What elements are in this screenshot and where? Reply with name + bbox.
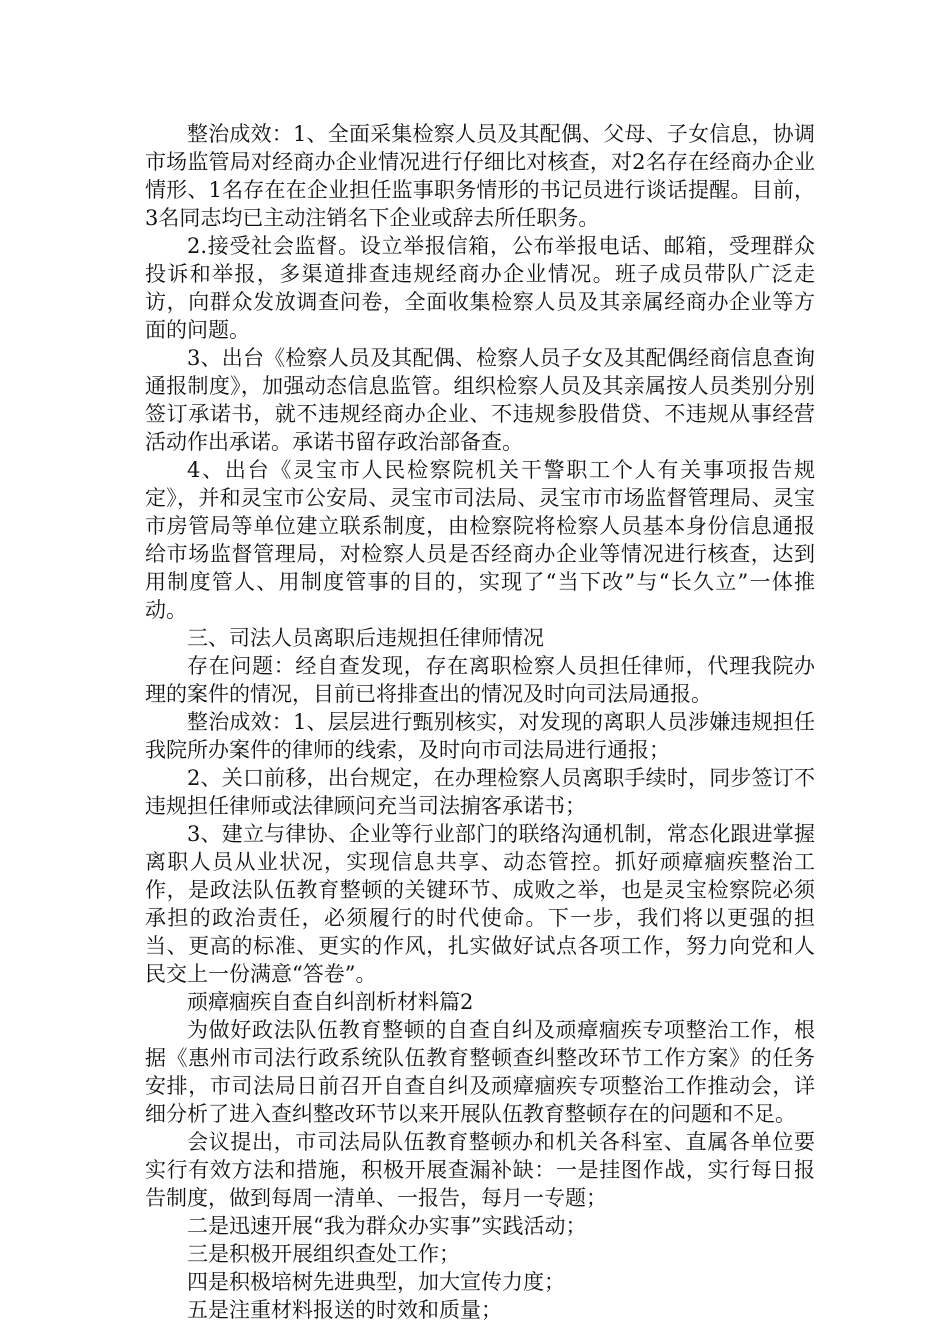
section-heading-lawyer-issue: 三、司法人员离职后违规担任律师情况 [187, 626, 544, 650]
paragraph-rectification-results-1: 整治成效：1、全面采集检察人员及其配偶、父母、子女信息，协调市场监管局对经商办企业情况进行仔细比对核查，对2名存在经商办企业情形、1名存在在企业担任监事职务情形的书记员进行谈话提醒。目前，3名同志均已主动注销名下企业或辞去所任职务。 [145, 122, 815, 230]
paragraph-meeting-background: 为做好政法队伍教育整顿的自查自纠及顽瘴痼疾专项整治工作，根据《惠州市司法行政系统队伍教育整顿查纠整改环节工作方案》的任务安排，市司法局日前召开自查自纠及顽瘴痼疾专项整治工作推动会，详细分析了进入查纠整改环节以来开展队伍教育整顿存在的问题和不足。 [145, 1018, 815, 1126]
paragraph-liaison-mechanism: 3、建立与律协、企业等行业部门的联络沟通机制，常态化跟进掌握离职人员从业状况，实现信息共享、动态管控。抓好顽瘴痼疾整治工作，是政法队伍教育整顿的关键环节、成败之举，也是灵宝检察院必须承担的政治责任，必须履行的时代使命。下一步，我们将以更强的担当、更高的标准、更实的作风，扎实做好试点各项工作，努力向党和人民交上一份满意“答卷”。 [145, 822, 815, 986]
paragraph-inquiry-system: 3、出台《检察人员及其配偶、检察人员子女及其配偶经商信息查询通报制度》，加强动态信息监管。组织检察人员及其亲属按人员类别分别签订承诺书，就不违规经商办企业、不违规参股借贷、不违规从事经营活动作出承诺。承诺书留存政治部备查。 [145, 346, 815, 454]
list-item-2: 二是迅速开展“我为群众办实事”实践活动； [187, 1214, 587, 1238]
paragraph-meeting-proposal: 会议提出，市司法局队伍教育整顿办和机关各科室、直属各单位要实行有效方法和措施，积极开展查漏补缺：一是挂图作战，实行每日报告制度，做到每周一清单、一报告，每月一专题； [145, 1130, 815, 1210]
paragraph-rectification-results-2: 整治成效：1、层层进行甄别核实，对发现的离职人员涉嫌违规担任我院所办案件的律师的线索，及时向市司法局进行通报； [145, 710, 815, 762]
list-item-4: 四是积极培树先进典型，加大宣传力度； [187, 1270, 565, 1294]
article-subtitle-part-2: 顽瘴痼疾自查自纠剖析材料篇2 [187, 990, 474, 1014]
paragraph-existing-problem: 存在问题：经自查发现，存在离职检察人员担任律师，代理我院办理的案件的情况，目前已将排查出的情况及时向司法局通报。 [145, 654, 815, 706]
paragraph-resignation-commitment: 2、关口前移，出台规定，在办理检察人员离职手续时，同步签订不违规担任律师或法律顾问充当司法掮客承诺书； [145, 766, 815, 818]
document-body [145, 120, 815, 1324]
list-item-3: 三是积极开展组织查处工作； [187, 1242, 460, 1266]
paragraph-reporting-rules: 4、出台《灵宝市人民检察院机关干警职工个人有关事项报告规定》，并和灵宝市公安局、灵宝市司法局、灵宝市市场监督管理局、灵宝市房管局等单位建立联系制度，由检察院将检察人员基本身份信息通报给市场监督管理局，对检察人员是否经商办企业等情况进行核查，达到用制度管人、用制度管事的目的，实现了“当下改”与“长久立”一体推动。 [145, 458, 815, 622]
paragraph-social-supervision: 2.接受社会监督。设立举报信箱，公布举报电话、邮箱，受理群众投诉和举报，多渠道排查违规经商办企业情况。班子成员带队广泛走访，向群众发放调查问卷，全面收集检察人员及其亲属经商办企业等方面的问题。 [145, 234, 815, 342]
list-item-5: 五是注重材料报送的时效和质量； [187, 1298, 502, 1322]
